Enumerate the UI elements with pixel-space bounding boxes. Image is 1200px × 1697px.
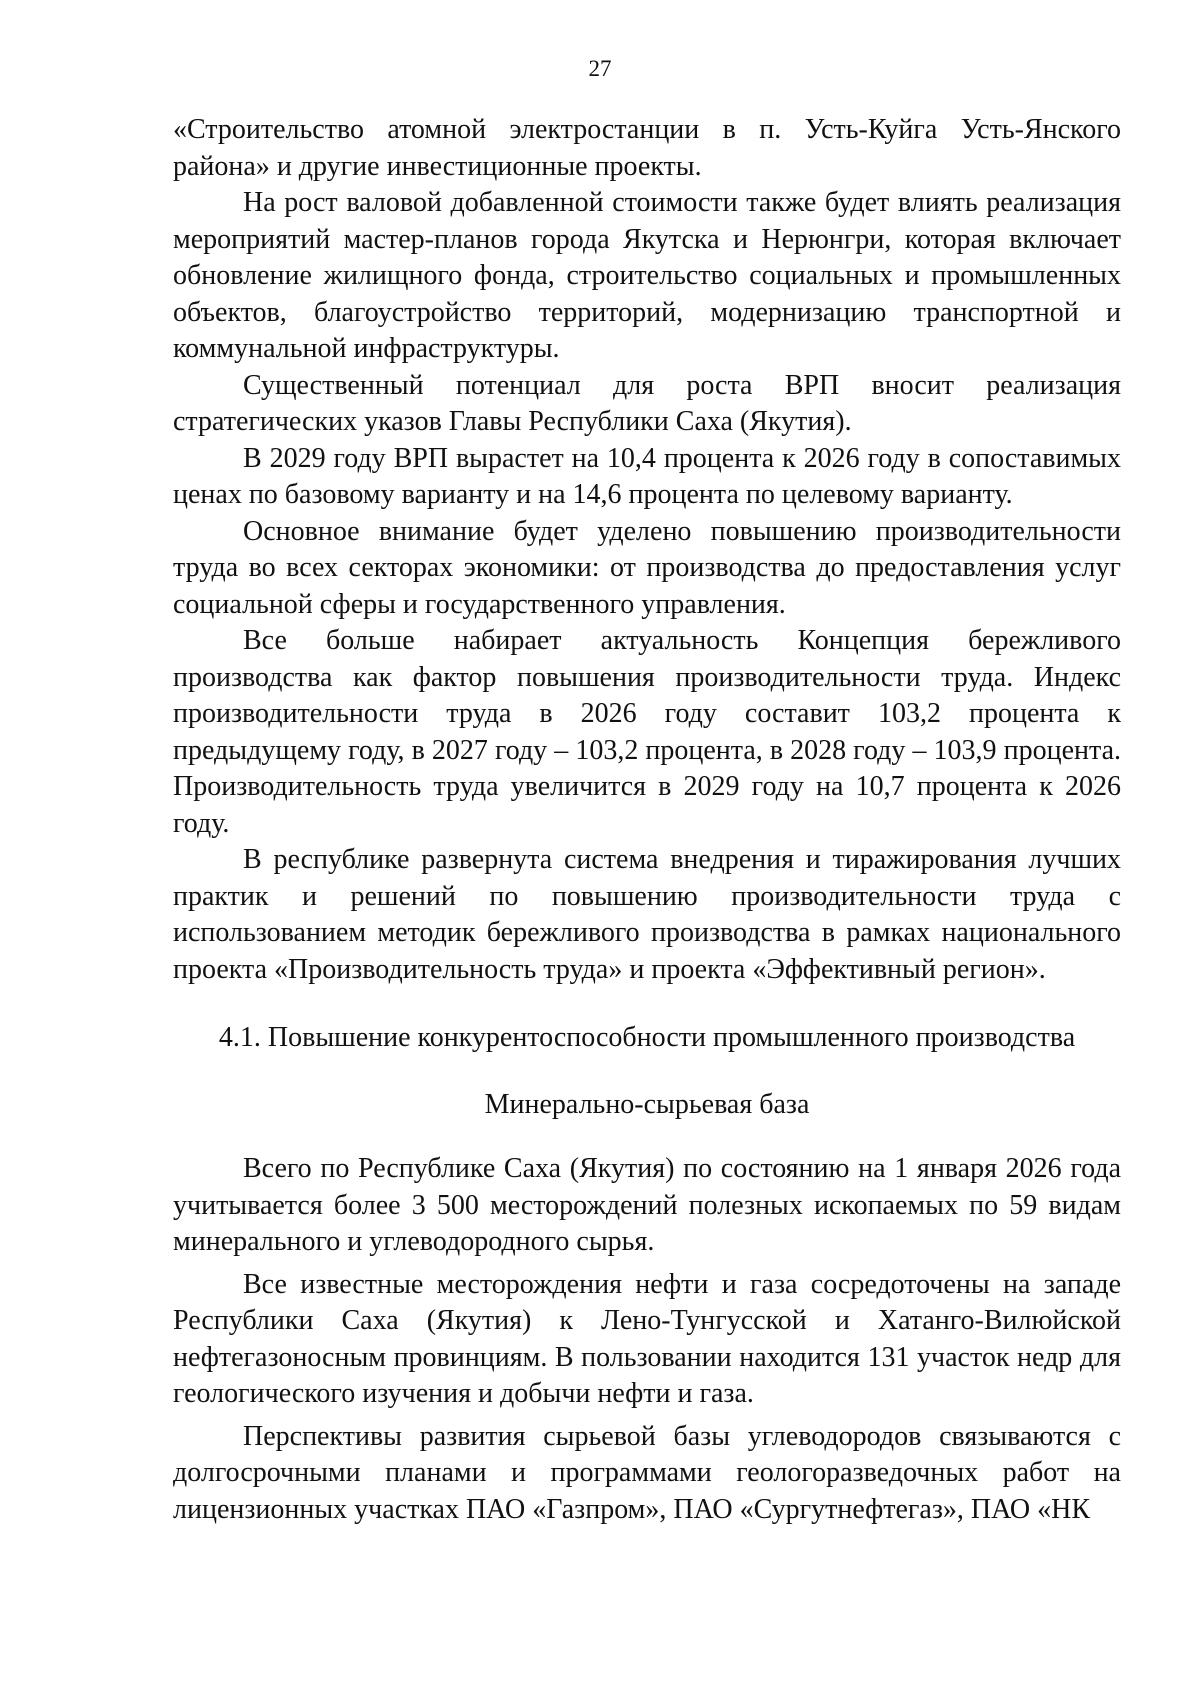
paragraph-5: Основное внимание будет уделено повышению производительности труда во всех секторах экономики: от производства до предоставления услуг социальной сферы и государственного управления. — [173, 515, 1121, 620]
section-paragraph-3: Перспективы развития сырьевой базы углеводородов связываются с долгосрочными планами и программами геологоразведочных работ на лицензионных участках ПАО «Газпром», ПАО «Сургутнефтегаз», ПАО «НК — [173, 1420, 1121, 1525]
paragraph-6: Все больше набирает актуальность Концепция бережливого производства как фактор повышения производительности труда. Индекс производительности труда в 2026 году составит 103,2 процента к предыдущему году, в 2027 году – 103,2 процента, в 2028 году – 103,9 процента. Производительность труда увеличится в 2029 году на 10,7 процента к 2026 году. — [173, 625, 1121, 839]
paragraph-3: Существенный потенциал для роста ВРП вносит реализация стратегических указов Главы Республики Саха (Якутия). — [173, 369, 1121, 437]
paragraph-7: В республике развернута система внедрения и тиражирования лучших практик и решений по повышению производительности труда с использованием методик бережливого производства в рамках национального проекта «Производительность труда» и проекта «Эффективный регион». — [173, 844, 1121, 985]
paragraph-4: В 2029 году ВРП вырастет на 10,4 процента к 2026 году в сопоставимых ценах по базовому варианту и на 14,6 процента по целевому варианту. — [173, 442, 1121, 510]
paragraph-1: «Строительство атомной электростанции в п. Усть-Куйга Усть-Янского района» и другие инвестиционные проекты. — [173, 114, 1121, 182]
subsection-heading: Минерально-сырьевая база — [484, 1088, 810, 1120]
section-paragraph-1: Всего по Республике Саха (Якутия) по состоянию на 1 января 2026 года учитывается более 3 500 месторождений полезных ископаемых по 59 видам минерального и углеводородного сырья. — [173, 1153, 1121, 1257]
paragraph-2: На рост валовой добавленной стоимости также будет влиять реализация мероприятий мастер-планов города Якутска и Нерюнгри, которая включает обновление жилищного фонда, строительство социальных и промышленных объектов, благоустройство территорий, модернизацию транспортной и коммунальной инфраструктуры. — [173, 187, 1121, 364]
section-paragraph-2: Все известные месторождения нефти и газа сосредоточены на западе Республики Саха (Якутия) к Лено-Тунгусской и Хатанго-Вилюйской нефтегазоносным провинциям. В пользовании находится 131 участок недр для геологического изучения и добычи нефти и газа. — [173, 1268, 1121, 1409]
page-number: 27 — [588, 56, 612, 81]
section-heading: 4.1. Повышение конкурентоспособности промышленного производства — [218, 1022, 1076, 1053]
document-body — [173, 112, 1121, 1528]
